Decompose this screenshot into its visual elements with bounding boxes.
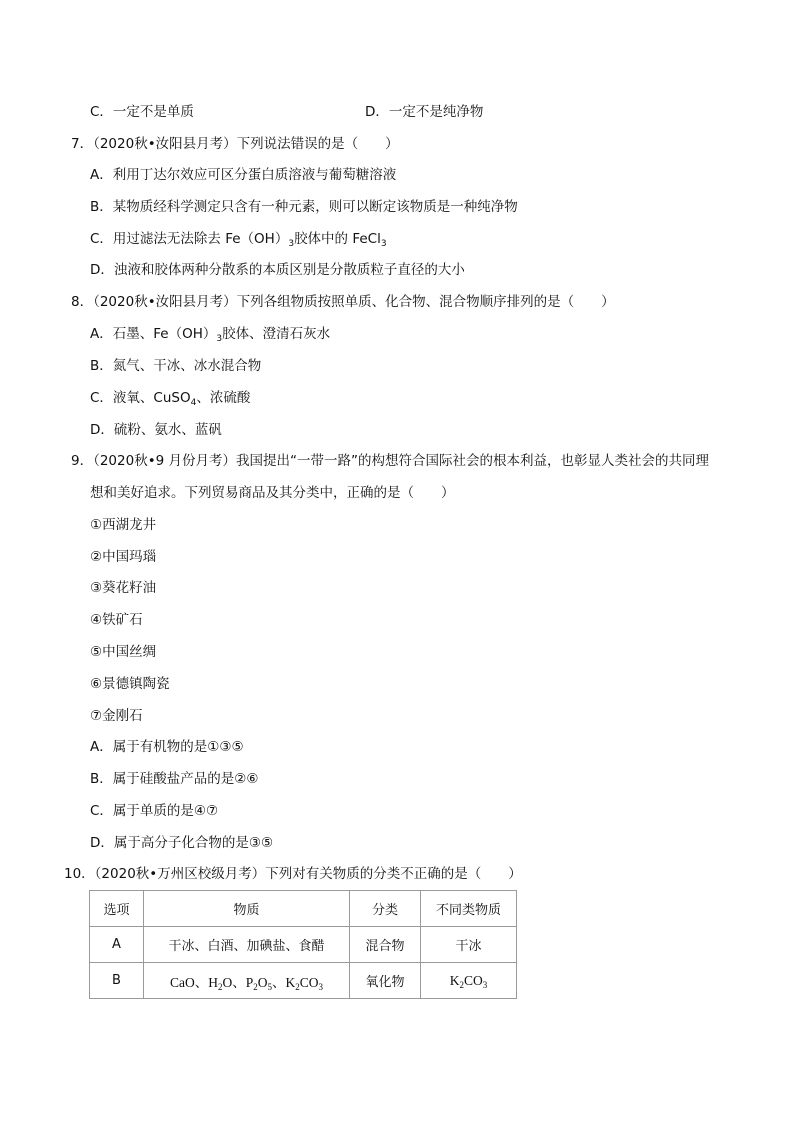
q9-item-2: ②中国玛瑙 [90, 549, 157, 565]
formula-part: K [449, 972, 460, 988]
table-header-row [90, 891, 517, 927]
header-substances: 物质 [144, 891, 350, 927]
table-row [90, 927, 517, 963]
cell-option: B [90, 963, 144, 999]
q7-option-c-text1: C．用过滤法无法除去 Fe（OH） [90, 231, 289, 247]
q8-option-a-text2: 胶体、澄清石灰水 [222, 326, 331, 342]
q7-option-b: B．某物质经科学测定只含有一种元素，则可以断定该物质是一种纯净物 [90, 199, 518, 215]
q9-option-a: A．属于有机物的是①③⑤ [90, 739, 244, 755]
cell-option: A [90, 927, 144, 963]
formula-sub: 2 [295, 981, 300, 992]
cell-category: 氧化物 [350, 963, 421, 999]
formula-sub: 3 [482, 979, 488, 990]
q7-option-c-text2: 胶体中的 FeCl [294, 231, 381, 247]
q7-option-a: A．利用丁达尔效应可区分蛋白质溶液与葡萄糖溶液 [90, 167, 397, 183]
formula-part: 、K [272, 974, 296, 990]
q6-option-c: C．一定不是单质 [90, 104, 194, 120]
cell-category: 混合物 [350, 927, 421, 963]
q9-item-7: ⑦金刚石 [90, 708, 143, 724]
formula-sub: 3 [318, 981, 324, 992]
header-odd-one: 不同类物质 [421, 891, 517, 927]
q9-item-5: ⑤中国丝绸 [90, 644, 157, 660]
q9-option-c: C．属于单质的是④⑦ [90, 803, 219, 819]
formula-sub: 2 [253, 981, 258, 992]
q8-stem: 8．（2020秋•汝阳县月考）下列各组物质按照单质、化合物、混合物顺序排列的是（ ） [71, 294, 615, 310]
q8-option-c [90, 389, 250, 407]
q9-option-d: D．属于高分子化合物的是③⑤ [90, 835, 274, 851]
q9-stem-line2: 想和美好追求。下列贸易商品及其分类中，正确的是（ ） [90, 485, 455, 501]
q10-classification-table [89, 890, 517, 999]
q7-option-c-sub2: 3 [380, 239, 387, 249]
q9-item-6: ⑥景德镇陶瓷 [90, 676, 170, 692]
q7-option-c [90, 230, 387, 248]
q7-stem: 7．（2020秋•汝阳县月考）下列说法错误的是（ ） [71, 136, 399, 152]
q8-option-a-text1: A．石墨、Fe（OH） [90, 326, 217, 342]
formula-part: CO [463, 972, 483, 988]
cell-substances: 干冰、白酒、加碘盐、食醋 [144, 927, 350, 963]
q7-option-d: D．浊液和胶体两种分散系的本质区别是分散质粒子直径的大小 [90, 262, 465, 278]
formula-sub: 2 [459, 979, 464, 990]
q10-stem: 10．（2020秋•万州区校级月考）下列对有关物质的分类不正确的是（ ） [64, 866, 522, 882]
q8-option-b: B．氮气、干冰、冰水混合物 [90, 358, 262, 374]
cell-substances [144, 963, 350, 999]
formula-part: CaO、H [169, 974, 218, 990]
formula-part: O、P [222, 974, 254, 990]
q9-option-b: B．属于硅酸盐产品的是②⑥ [90, 771, 259, 787]
formula-part: O [257, 974, 268, 990]
q9-stem-line1: 9．（2020秋•9 月份月考）我国提出“一带一路”的构想符合国际社会的根本利益，也彰显人类社会的共同理 [71, 453, 710, 469]
q8-option-c-text2: 、浓硫酸 [196, 390, 251, 406]
q6-option-d: D．一定不是纯净物 [365, 104, 484, 120]
formula-sub: 5 [267, 981, 272, 992]
q8-option-c-text1: C．液氧、CuSO [90, 390, 191, 406]
header-category: 分类 [350, 891, 421, 927]
q9-item-1: ①西湖龙井 [90, 517, 157, 533]
q8-option-a-sub: 3 [216, 334, 223, 344]
formula-part: CO [299, 974, 319, 990]
q7-option-c-sub1: 3 [288, 239, 295, 249]
formula-sub: 2 [217, 981, 223, 992]
q8-option-c-sub: 4 [190, 398, 197, 408]
q8-option-a [90, 325, 330, 343]
header-option: 选项 [90, 891, 144, 927]
q8-option-d: D．硫粉、氨水、蓝矾 [90, 422, 222, 438]
q9-item-4: ④铁矿石 [90, 612, 143, 628]
cell-odd-one [421, 963, 517, 999]
table-row [90, 963, 517, 999]
cell-odd-one: 干冰 [421, 927, 517, 963]
q9-item-3: ③葵花籽油 [90, 580, 157, 596]
